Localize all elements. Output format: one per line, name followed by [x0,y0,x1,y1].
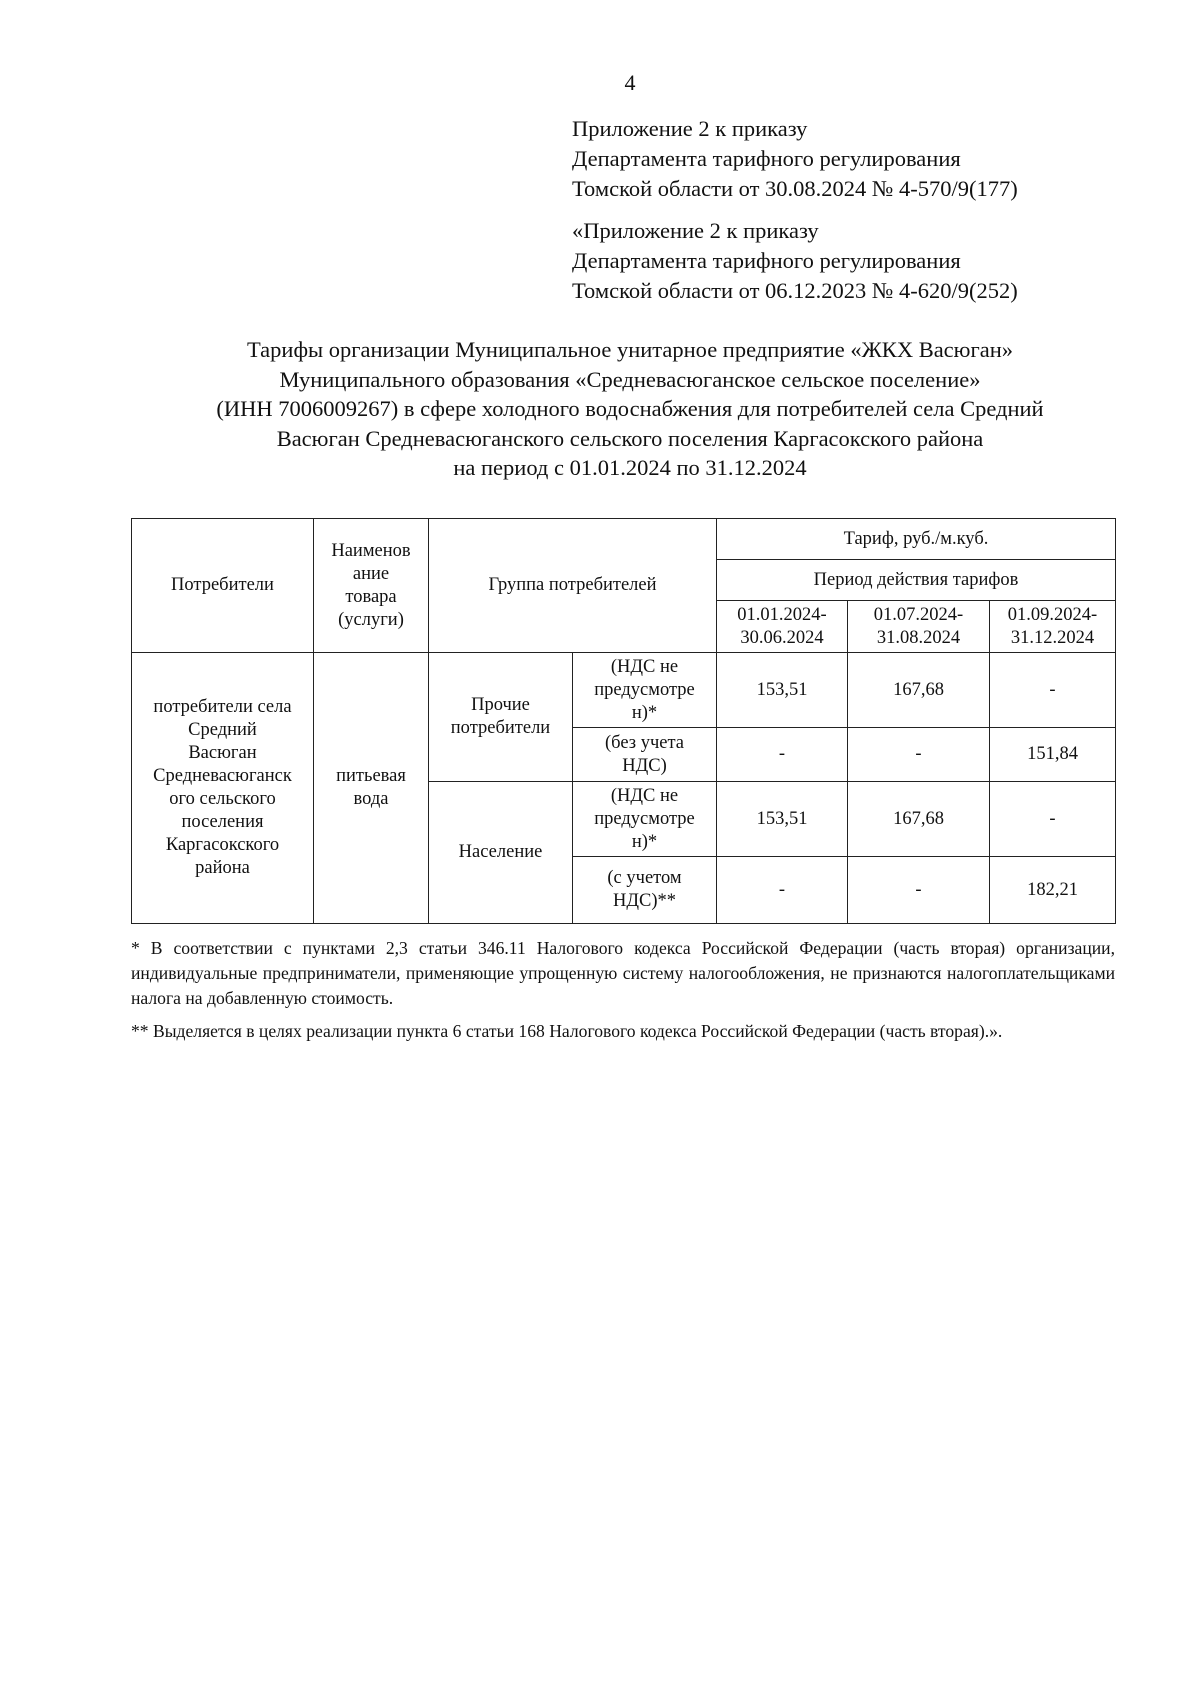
vat-cell: (НДС не предусмотре н)* [573,782,717,857]
tariff-value: - [990,653,1116,728]
appendix-reference-current: Приложение 2 к приказу Департамента тарифного регулирования Томской области от 30.08.2024 № 4-570/9(177) [572,116,1018,201]
header-tariff: Тариф, руб./м.куб. [717,519,1116,560]
group-cell: Прочие потребители [429,653,573,782]
page-number: 4 [624,70,636,95]
tariff-value: 151,84 [990,728,1116,782]
consumers-cell: потребители села Средний Васюган Средневасюганск ого сельского поселения Каргасокского района [132,653,314,924]
header-product: Наименов ание товара (услуги) [314,519,429,653]
header-period-1: 01.01.2024- 30.06.2024 [717,601,848,653]
footnotes [131,936,1115,1052]
tariff-value: - [717,857,848,924]
tariff-value: - [848,857,990,924]
footnote-vat-exempt: * В соответствии с пунктами 2,3 статьи 346.11 Налогового кодекса Российской Федерации (часть вторая) организации, индивидуальные предприниматели, применяющие упрощенную систему налогообложения, не признаются налогоплательщиками налога на добавленную стоимость. [131,938,1115,1008]
group-cell: Население [429,782,573,924]
header-period-2: 01.07.2024- 31.08.2024 [848,601,990,653]
footnote-vat-allocated: ** Выделяется в целях реализации пункта 6 статьи 168 Налогового кодекса Российской Федерации (часть вторая).». [131,1021,1003,1041]
tariff-value: 153,51 [717,782,848,857]
tariff-value: 167,68 [848,782,990,857]
tariff-value: 167,68 [848,653,990,728]
vat-cell: (с учетом НДС)** [573,857,717,924]
tariff-table [131,518,1116,924]
appendix-reference-previous: «Приложение 2 к приказу Департамента тарифного регулирования Томской области от 06.12.2023 № 4-620/9(252) [572,218,1018,303]
tariff-value: - [990,782,1116,857]
header-row [132,519,1116,560]
product-cell: питьевая вода [314,653,429,924]
vat-cell: (без учета НДС) [573,728,717,782]
header-consumer-group: Группа потребителей [429,519,717,653]
header-period-3: 01.09.2024- 31.12.2024 [990,601,1116,653]
header-period: Период действия тарифов [717,560,1116,601]
tariff-value: - [717,728,848,782]
document-title: Тарифы организации Муниципальное унитарное предприятие «ЖКХ Васюган» Муниципального образования «Средневасюганское сельское поселение» (ИНН 7006009267) в сфере холодного водоснабжения для потребителей села Средний Васюган Средневасюганского сельского поселения Каргасокского района на период с 01.01.2024 по 31.12.2024 [216,337,1044,480]
tariff-value: 153,51 [717,653,848,728]
header-consumers: Потребители [132,519,314,653]
tariff-value: - [848,728,990,782]
tariff-value: 182,21 [990,857,1116,924]
table-row [132,653,1116,728]
vat-cell: (НДС не предусмотре н)* [573,653,717,728]
